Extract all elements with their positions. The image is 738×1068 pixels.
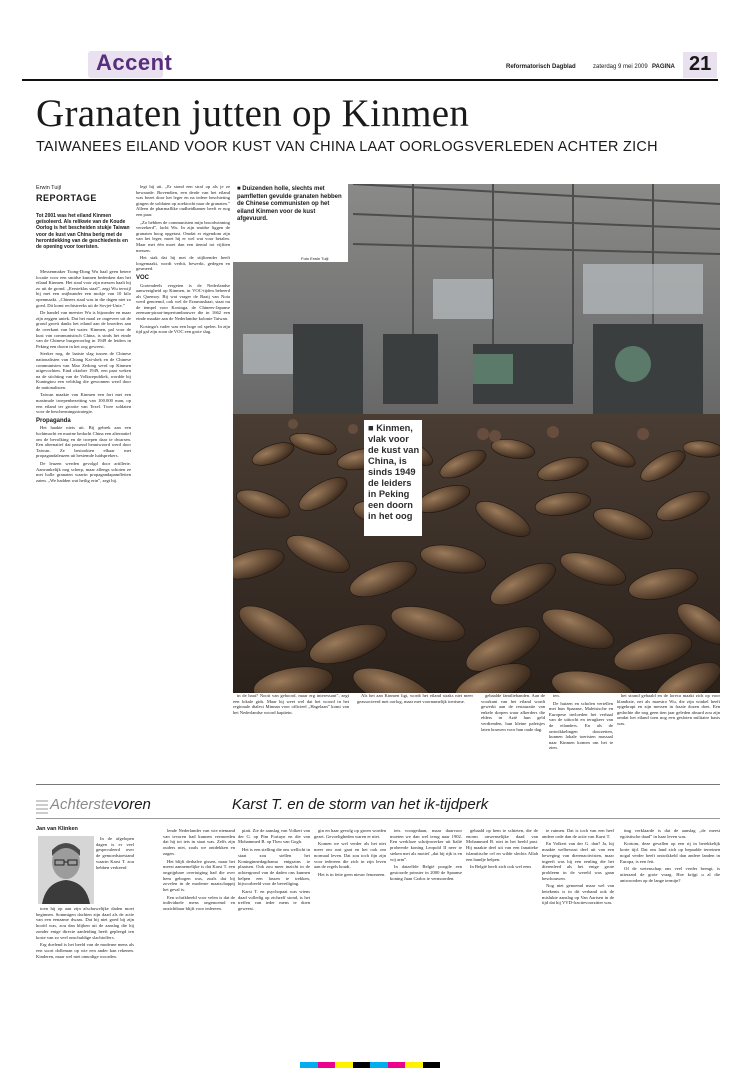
article-column-5 xyxy=(549,693,613,771)
subheading: VOC xyxy=(136,274,150,281)
column-text-block xyxy=(36,906,134,1046)
paragraph: Taiwan maakte van Kinmen een fort met een maximale troepenbezetting van 100.000 man, op een eiland ter grootte van Texel. Twee soldaten voor de beschermingsstrategie. xyxy=(36,392,131,415)
paragraph: te ruimen. Dat is toch van een heel andere orde dan de actie van Karst T. xyxy=(542,828,614,839)
article-column-3 xyxy=(233,693,473,771)
paragraph: toen hij op aan zijn afschuwelijke daden moet beginnen. Sommigen dachten zijn daad als de actie van een eenzame dwaas. Dat hij niet goed bij zijn hoofd was, zou dan blijken uit de aanslag die hij zonder enige directe aanleiding heeft gepleegd ten koste van zo veel onschuldige slachtoffers. xyxy=(36,906,134,940)
paragraph: Als het aan Kinmen ligt, wordt het eiland straks niet meer geassocieerd met oorlog, maar met voornamelijk toerisme. xyxy=(357,693,473,704)
column-logo-stripes xyxy=(36,798,48,814)
column-text-block xyxy=(163,828,235,1046)
paragraph: Kortom, deze gevallen op een rij in berekkelijk korte tijd. Dat ons land zich op bepaalde terreinen nogal verder heeft ontwikkeld dan andere landen in Europa, is een feit. xyxy=(620,841,720,864)
article-lead: Tot 2001 was het eiland Kinmen geïsoleerd. Als relikwie van de Koude Oorlog is het bescheiden stukje Taiwan voor de kust van China berig met de herontdekking van de geschiedenis en de opening voor toeristen. xyxy=(36,213,130,251)
column-text-block xyxy=(314,828,386,1046)
section-label: Accent xyxy=(96,50,173,75)
paragraph: De handel van meester Wu is bijzonder en maar zijn zeggen uniek. Dat het maal ze ongeveer uit de grond groeit danks het eiland aan de broeders aan de overkant van het water. Kinmen, pal voor de kust van communistisch China, is sinds het einde van de Chinese burgeroorlog in 1949 de leiders in Peking een doorn in het oog geweest. xyxy=(36,310,131,349)
column-text-block xyxy=(96,836,134,904)
paragraph: legt hij uit. „Er stond een straf op als je ze bewaarde. Bovendien, een derde van het eiland was bezet door het leger en na iedere beschieting gingen de soldaten op zoektocht naar de granaten.” Alleen de pharmaflike oudheidkamer heeft er nog een paar. xyxy=(136,184,230,217)
paragraph: In België heeft zich ook wel eens xyxy=(470,864,532,870)
author-portrait xyxy=(38,836,94,904)
paragraph: Karst T. en psychopaat was wiens daad volledig op zichzelf stond, is het treffen van ieder mens te doen geweest. xyxy=(238,889,310,912)
paragraph: De leuzen werden gevolgd door artillerie. Aanvankelijk nog scherp, maar allengs schoten ze met holle granaten waarin propagandapamfletten zaten. „We hadden wat heilig erin”, zegt hij. xyxy=(36,461,131,483)
paragraph: gebaalde familiebanden. Aan de voorkant van het eiland wordt gewerkt aan de restauratie van enkele dorpen waar afkerders die elders in Azië hun geld verdienden, hun kleine paleisjes laten bouwen voor hun oude dag. xyxy=(481,693,545,732)
paragraph: in de baai? Nooit van gehoord, maar erg interessant”, zegt een lokale gids. Maar hij weet wel dat het woord in het regionale dialect Minnan voor officieel „Hagelaan” komt van het Nederlandse woord kapitein. xyxy=(233,693,349,715)
paragraph: „Zo hebben de communisten mijn broodwinning verzekerd”, lacht Wu. In zijn smidse liggen de granaten hoog opgetast. Omdat er eigendom zijn van het leger, moet hij er wel wat voor betalen. Maar met één moet dan een tiental tot vijftien messen. xyxy=(136,219,230,253)
quote-bullet-icon: ■ xyxy=(368,423,377,433)
paragraph: Grotendeels vergeten is de Nederlandse aanwezigheid op Kinmen, in VOC-tijden beheerd als Quemoy. Bij wat vrager de Baaij van Nota werd genoemd, ook wel de Erasmusbaai, staat nu de tempel voor Koxinga, de Chinees-Japanse zeeman-piraat-imperiumbouwer die in 1662 een einde maakte aan de Nederlandse kolonie Taiwan. xyxy=(136,282,230,322)
article-column-1 xyxy=(36,269,131,766)
column-text-block xyxy=(542,828,614,1046)
paragraph: Komen we wel verder als het niet meer om rust gaat en het ook om normaal leven. Dat zou toch fijn zijn voor iedereen die zich in zijn leven aan de regels houdt. xyxy=(314,841,386,870)
paragraph: Het is in feite geen nieuw fenomeen. xyxy=(318,871,386,877)
column-title: Karst T. en de storm van het ik-tijdperk xyxy=(232,796,489,813)
subheadline: TAIWANEES EILAND VOOR KUST VAN CHINA LAAT OORLOGSVERLEDEN ACHTER ZICH xyxy=(36,139,658,155)
paragraph: Het is een stelling die ons wellicht in staat zou stellen het Koninginnedagdrama enigszins te plaatsen. Ook zou meer inzicht in de achtergrond van de daden ons kunnen helpen een lassen te trekken, bijvoorbeeld voor de beveiliging. xyxy=(238,847,310,887)
paper-name: Reformatorisch Dagblad xyxy=(506,64,576,70)
paragraph: In datzelfde België poogde een gestoorde prinsier in 2000 de Spaanse koning Juan Carlos te vermoorden. xyxy=(390,864,462,881)
pagina-label: PAGINA xyxy=(652,64,675,70)
paragraph: ting verklaarde is dat de aanslag „de meest egoïstische daad” in haar leven was. xyxy=(620,828,720,839)
paragraph: De huizen en scholen vertellen met hun Spaanse, Maleisische en Europese invloeden het verhaal van de uittocht en terugkeer van de eilanders. En als de ontwikkelingen doorzetten, kunnen lokale toeristen massaal naar Kinmen komen om het te zien. xyxy=(549,700,613,751)
paragraph: iets voorgedaan, maar daarvoor moeten we dan wel terug naar 1902. Een werkloze schrijnwerker uit Italië probeerde koning Leopold II neer te steken met als motief „dat hij rijk is en wij arm”. xyxy=(390,828,462,862)
headline: Granaten jutten op Kinmen xyxy=(36,92,470,135)
paragraph: gin en haar gevolg op groen worden gezet. Gevoeligheden waren er niet. xyxy=(314,828,386,839)
paragraph: Het blijft derhalve gissen, maar het meest aannemelijke is dat Karst T. een ongrijpbare overtuiging had die over hem gebogen was, zoals dat bij zovelen in de moderne maatschappij het geval is. xyxy=(163,858,235,893)
paragraph: Erg doelend is het beeld van de moderne mens als een soort dolleman op wie een ander kan rekenen. Kinderen, maar wel met onnodige woorden. xyxy=(36,942,134,959)
header-rule xyxy=(22,79,718,81)
column-text-block xyxy=(390,828,462,1046)
column-author: Jan van Klinken xyxy=(36,826,78,832)
column-text-block xyxy=(466,828,538,1046)
column-text-block xyxy=(620,828,720,1046)
paragraph: Messenmaker Tsong-Dong Wu haal geen betere locatie voor een smidse kunnen bedenken dan het eiland Kinmen. Het staal voor zijn messen haalt hij zo uit de grond. „Eersteklas staal”, zegt Wu terwijl hij met een snijbrander een mokje van 10 kilo openmaakt. „Chinees staal was in die dagen niet zo goed. Dit komt rechtstreeks uit de Sovjet-Unie.” xyxy=(36,269,131,308)
rubric: REPORTAGE xyxy=(36,193,97,203)
article-column-6 xyxy=(617,693,720,771)
byline: Erwin Tuijl xyxy=(36,185,62,191)
subheading: Propaganda xyxy=(36,417,71,424)
issue-date: zaterdag 9 mei 2009 xyxy=(593,64,648,70)
column-text-block xyxy=(238,828,310,1046)
paragraph: Een schrikbeeld voor velen is dat de individuele mens ongenoemd en onzichtbaar blijft voor iedereen. xyxy=(163,894,235,912)
paragraph: lende Nederlander van wie niemand van tevoren had kunnen vermoeden dat hij tot iets in staat was. Zelfs zijn ouders niet, zoals we ontdekken en zagen. xyxy=(163,828,235,856)
paragraph: het strand gehaald en de loreca maakt zich op voor klandizie, net als maestro Wu, die zijn winkel heeft opgekrapt en zijn messen in fraaie dozen doet. Een gedachte die nog geen tien jaar geleden absurd zou zijn omdat het eiland toen nog een gesloten militaire basis was. xyxy=(617,693,720,726)
column-label: Achterstevoren xyxy=(50,796,151,813)
print-color-bar xyxy=(300,1062,440,1068)
paragraph: Het haakte niets uit. Bij gebrek aan een luchtmacht en marine bedacht China een alternatief om de bevolking en de troepen daar te dwarsen. Een alternatief dat passend beantwoord werd door Taiwan. Ze bestookten elkaar met propagandaleuzen uit bestemde luidsprekers. xyxy=(36,425,131,459)
paragraph: En Volkert van der G. dan? Ja, hij maakte welbewust deel uit van een beweging van dierenactivisten, maar ingeeft was hij een eenling die het dierenleed als het enige grote probleem in de wereld was gaan beschouwen. xyxy=(542,841,614,881)
page-number: 21 xyxy=(689,53,712,75)
article-column-2 xyxy=(136,184,230,764)
paragraph: Sterker nog, de laatste slag tussen de Chinese nationalisten van Chiang Kai-shek en de Chinese communisten van Mao Zedong werd op Kinmen uitgevochten. Eind oktober 1949, een paar weken na de stichting van de Volksrepubliek, wordde bij Kuningtou een veldslag die gewonnen werd door de nationalisten. xyxy=(36,351,131,390)
paragraph: In de afgelopen dagen is er veel gespeculeerd over de gemoedstoestand waarin Karst T. zou hebben verkeerd xyxy=(96,836,134,870)
paragraph: piatt. Zie de aanslag van Volkert van der G. op Pim Fortuyn en die van Mohammed B. op Theo van Gogh. xyxy=(238,828,310,845)
paragraph: Of de wetenschap ons veel verder brengt, is uiteraard de grote vraag. Hoe krijgt u al die antwoorden op de lange termijn? xyxy=(620,866,720,883)
pull-quote: ■ Kinmen, vlak voor de kust van China, is sinds 1949 de leiders in Peking een doorn in het oog xyxy=(368,423,420,521)
paragraph: Koxinga's vader was een hoge rol spelen. In zijn tijd gaf zijn zoon de VOC een grote slag. xyxy=(136,323,230,335)
section-divider xyxy=(36,784,720,785)
paragraph: ten. xyxy=(553,693,560,698)
paragraph: gebaald op hem te schieten, die de enorm onwenselijke daad van Mohammed B. niet in het beeld past. Hij maakte deel uit van een fanatieke islamitische cel en wilde slechts Allah een handje helpen. xyxy=(466,828,538,862)
paragraph: Het stak dat hij met de stijltrender heeft losgemaakt, wordt verhit, bewerkt, gedegen en gesmeed. xyxy=(136,255,230,272)
article-column-4 xyxy=(481,693,545,771)
photo-credit: Foto Erwin Tuijl xyxy=(301,256,329,261)
paragraph: Nog niet genoemd maar wel van betekenis is in dit verband ook de mislukte aanslag op Van Aartsen in de tijd dat hij VVD-fractievoorzitter was. xyxy=(542,883,614,906)
section-divider xyxy=(36,818,720,819)
photo-caption: ■ Duizenden holle, slechts met pamfletten gevulde granaten hebben de Chinese communisten op het eiland Kinmen voor de kust afgevuurd. xyxy=(237,186,342,222)
caption-bullet-icon: ■ xyxy=(237,186,243,192)
